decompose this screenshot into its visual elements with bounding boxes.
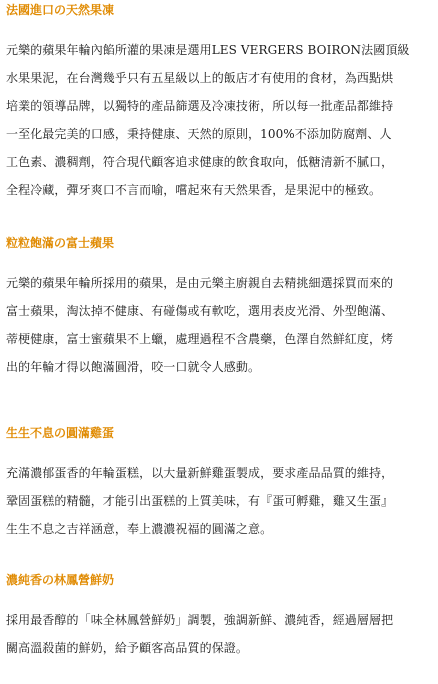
paragraph-line: 工色素、濃稠劑，符合現代顧客追求健康的飲食取向，低糖清新不膩口，: [6, 155, 394, 169]
section-fresh-milk: [6, 572, 430, 662]
section-eggs: [6, 425, 430, 543]
paragraph-line: 一至化最完美的口感，秉持健康、天然的原則，100%不添加防腐劑、人: [6, 127, 392, 141]
paragraph-line: 富士蘋果，淘汰掉不健康、有碰傷或有軟吃，選用表皮光滑、外型飽滿、: [6, 304, 394, 318]
section-french-jelly: [6, 2, 430, 204]
paragraph-line: 元樂的蘋果年輪所採用的蘋果，是由元樂主廚親自去精挑細選採買而來的: [6, 276, 394, 290]
paragraph-line: 元樂的蘋果年輪內餡所灌的果凍是選用LES VERGERS BOIRON法國頂級: [6, 43, 410, 57]
paragraph-line: 鞏固蛋糕的精髓，才能引出蛋糕的上質美味，有『蛋可孵雞，雞又生蛋』: [6, 494, 394, 508]
section-heading: 法國進口の天然果凍: [6, 3, 115, 17]
paragraph-line: 全程冷藏，彈牙爽口不言而喻，嚐起來有天然果香，是果泥中的極致。: [6, 183, 382, 197]
section-heading: 濃純香の林鳳營鮮奶: [6, 573, 115, 587]
paragraph-line: 充滿濃郁蛋香的年輪蛋糕，以大量新鮮雞蛋製成，要求產品品質的維持，: [6, 466, 394, 480]
section-heading: 生生不息の圓滿雞蛋: [6, 426, 115, 440]
paragraph-line: 水果果泥，在台灣幾乎只有五星級以上的飯店才有使用的食材，為西點烘: [6, 71, 394, 85]
paragraph-line: 關高溫殺菌的鮮奶，給予顧客高品質的保證。: [6, 641, 249, 655]
paragraph-line: 培業的領導品牌，以獨特的產品篩選及冷凍技術，所以每一批產品都維持: [6, 99, 394, 113]
section-paragraph: [6, 459, 430, 543]
section-paragraph: [6, 36, 430, 204]
paragraph-line: 蒂梗健康，富士蜜蘋果不上蠟，處理過程不含農藥，色澤自然鮮紅度，烤: [6, 332, 394, 346]
section-fuji-apple: [6, 235, 430, 381]
paragraph-line: 出的年輪才得以飽滿圓滑，咬一口就令人感動。: [6, 360, 261, 374]
paragraph-line: 生生不息之吉祥涵意，奉上濃濃祝福的圓滿之意。: [6, 522, 273, 536]
section-heading: 粒粒飽滿の富士蘋果: [6, 236, 115, 250]
section-paragraph: [6, 606, 430, 662]
section-paragraph: [6, 269, 430, 381]
paragraph-line: 採用最香醇的「味全林鳳營鮮奶」調製，強調新鮮、濃純香，經過層層把: [6, 613, 394, 627]
